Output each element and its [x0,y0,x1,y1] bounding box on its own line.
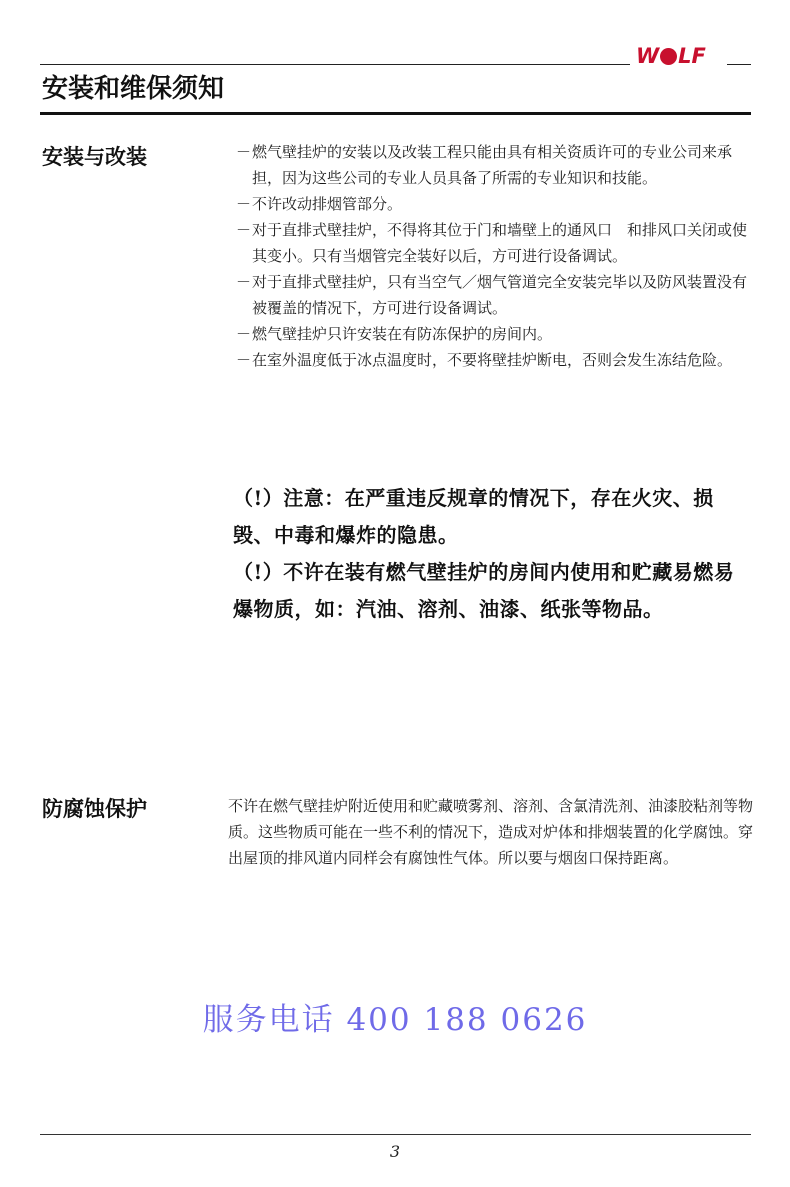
dash-marker: － [236,195,252,213]
logo-circle-icon [660,48,677,65]
wolf-logo [636,44,706,68]
list-item [236,217,756,269]
list-item-text: 对于直排式壁挂炉，只有当空气／烟气管道完全安装完毕以及防风装置没有被覆盖的情况下，方可进行设备调试。 [252,273,748,317]
footer-rule [40,1134,751,1135]
warning-text: （!）注意：在严重违反规章的情况下，存在火灾、损毁、中毒和爆炸的隐患。 [233,486,714,547]
list-item [236,191,756,217]
warning-block [233,480,753,628]
list-item-text: 不许改动排烟管部分。 [252,195,403,213]
list-item [236,321,756,347]
warning-text: （!）不许在装有燃气壁挂炉的房间内使用和贮藏易燃易爆物质，如：汽油、溶剂、油漆、纸张等物品。 [233,560,735,621]
dash-marker: － [236,221,252,239]
list-item-text: 对于直排式壁挂炉，不得将其位于门和墙壁上的通风口 和排风口关闭或使其变小。只有当烟管完全装好以后，方可进行设备调试。 [252,221,748,265]
dash-marker: － [236,325,252,343]
list-item-text: 燃气壁挂炉只许安装在有防冻保护的房间内。 [252,325,553,343]
list-item [236,139,756,191]
title-rule [40,112,751,115]
section-heading-installation: 安装与改装 [42,144,147,169]
logo-text-right: LF [678,44,706,68]
header-rule-right [727,64,751,65]
list-item [236,347,756,373]
service-hotline [0,994,790,1039]
corrosion-paragraph: 不许在燃气壁挂炉附近使用和贮藏喷雾剂、溶剂、含氯清洗剂、油漆胶粘剂等物质。这些物质可能在一些不利的情况下，造成对炉体和排烟装置的化学腐蚀。穿出屋顶的排风道内同样会有腐蚀性气体。所以要与烟囱口保持距离。 [228,797,754,867]
page-title: 安装和维保须知 [42,74,225,104]
dash-marker: － [236,143,252,161]
page-number: 3 [389,1142,401,1161]
list-item [236,269,756,321]
service-hotline-text: 服务电话 400 188 0626 [202,1002,588,1038]
header-rule [40,64,630,65]
logo-text-left: W [636,44,660,68]
dash-marker: － [236,273,252,291]
list-item-text: 燃气壁挂炉的安装以及改装工程只能由具有相关资质许可的专业公司来承担，因为这些公司的专业人员具备了所需的专业知识和技能。 [252,143,733,187]
installation-list [236,139,756,373]
dash-marker: － [236,351,252,369]
list-item-text: 在室外温度低于冰点温度时，不要将壁挂炉断电，否则会发生冻结危险。 [252,351,733,369]
section-heading-corrosion: 防腐蚀保护 [42,796,147,821]
